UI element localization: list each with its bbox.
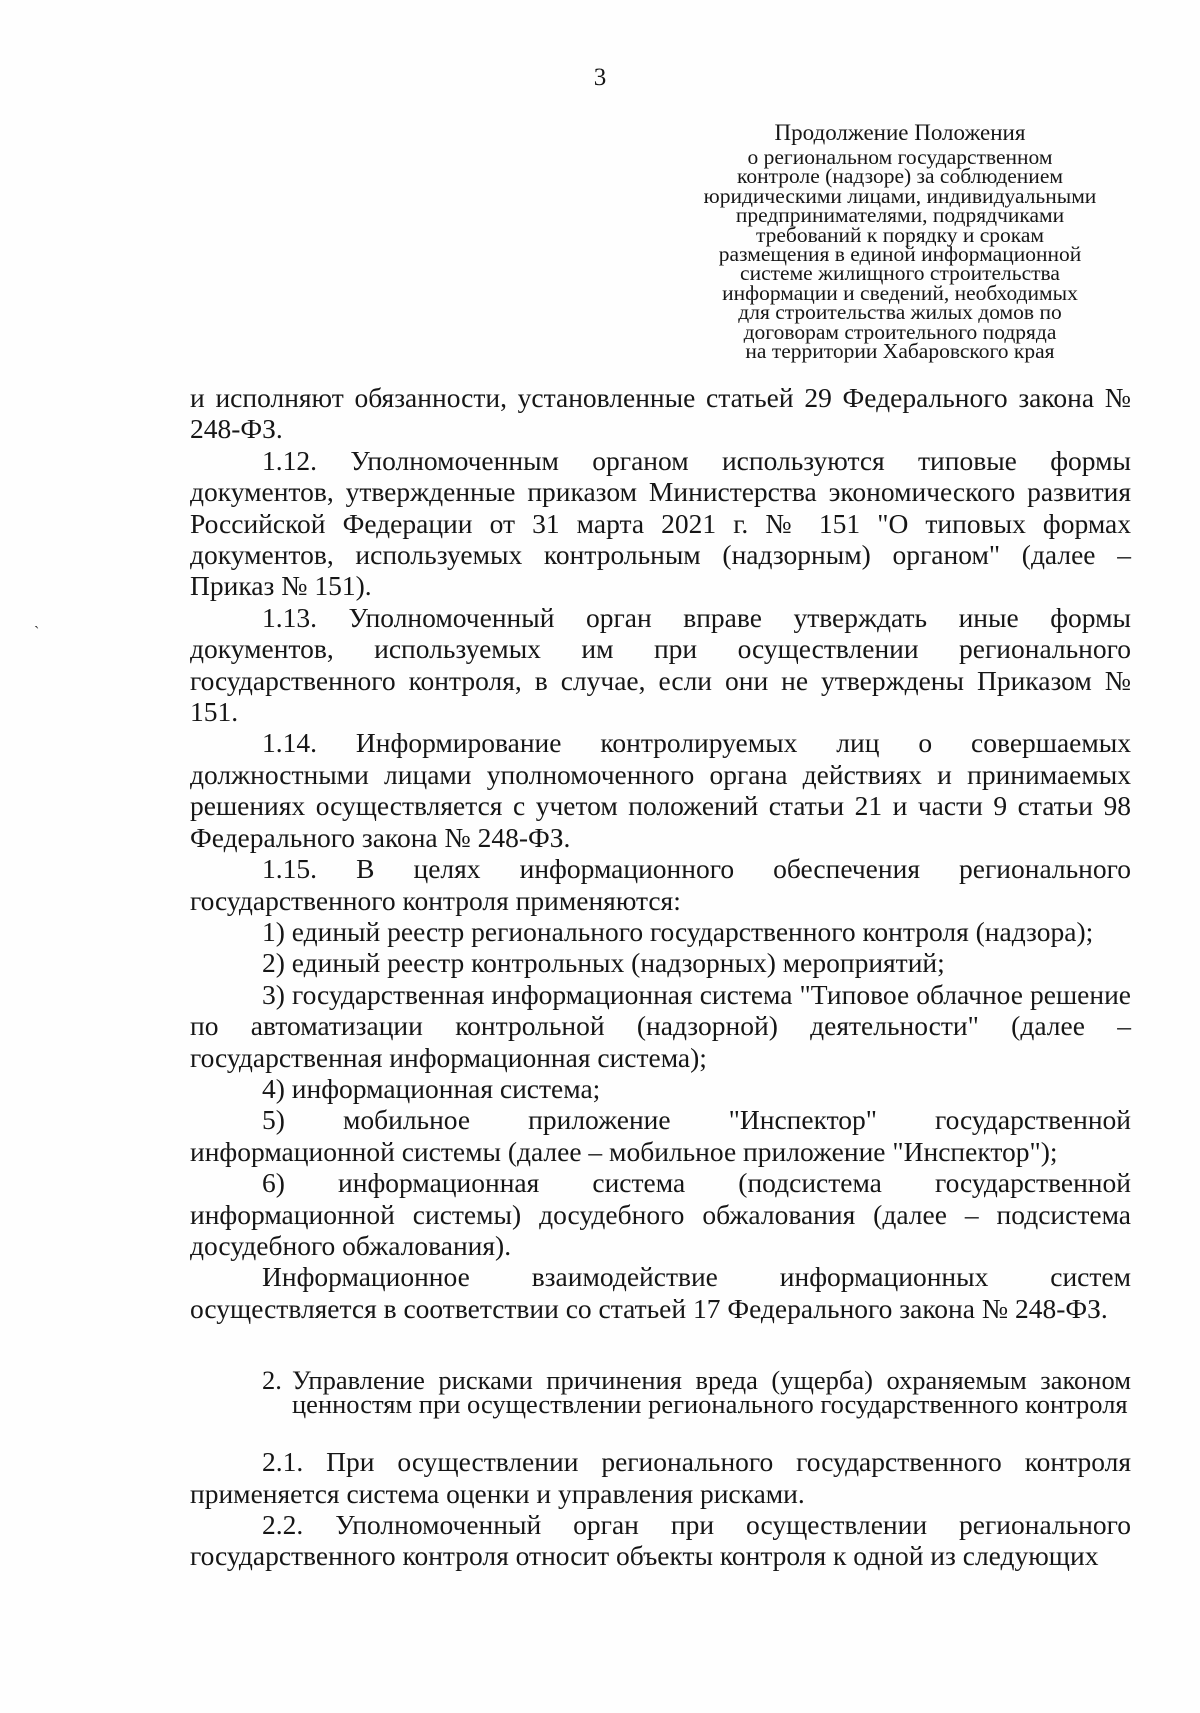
paragraph-interaction: Информационное взаимодействие информационных систем осуществляется в соответствии со статьей 17 Федерального закона № 248-ФЗ. [190,1261,1131,1324]
header-line: контроле (надзоре) за соблюдением [737,164,1063,189]
document-body [190,382,1131,1572]
paragraph-2-2: 2.2. Уполномоченный орган при осуществлении регионального государственного контроля относит объекты контроля к одной из следующих [190,1509,1131,1572]
header-block [665,120,1135,364]
paragraph-1-13: 1.13. Уполномоченный орган вправе утверждать иные формы документов, используемых им при осуществлении регионального государственного контроля, в случае, если они не утверждены Приказом № 151. [190,601,1131,728]
list-item-3: 3) государственная информационная система "Типовое облачное решение по автоматизации контрольной (надзорной) деятельности" (далее – государственная информационная система); [190,978,1131,1073]
list-item-5: 5) мобильное приложение "Инспектор" государственной информационной системы (далее – мобильное приложение "Инспектор"); [190,1104,1131,1167]
header-line: требований к порядку и срокам [755,222,1045,247]
paragraph-1-14: 1.14. Информирование контролируемых лиц о совершаемых должностными лицами уполномоченного органа действиях и принимаемых решениях осуществляется с учетом положений статьи 21 и части 9 статьи 98 Федерального закона № 248-ФЗ. [190,727,1131,853]
section-2-heading [190,1365,1131,1420]
header-line: размещения в единой информационной [718,242,1082,267]
header-title: Продолжение Положения [774,120,1026,145]
paragraph-2-1: 2.1. При осуществлении регионального государственного контроля применяется система оценки и управления рисками. [190,1446,1131,1509]
header-line: предпринимателями, подрядчиками [735,203,1065,228]
header-line: для строительства жилых домов по [738,300,1062,325]
header-line: договорам строительного подряда [743,319,1057,344]
list-item-2: 2) единый реестр контрольных (надзорных) мероприятий; [262,947,945,979]
paragraph-continuation: и исполняют обязанности, установленные статьей 29 Федерального закона № 248-ФЗ. [190,382,1131,445]
page-number: 3 [593,64,607,91]
list-item-1: 1) единый реестр регионального государственного контроля (надзора); [262,915,1094,947]
section-2-number: 2. [262,1365,282,1396]
paragraph-1-12: 1.12. Уполномоченным органом используются типовые формы документов, утвержденные приказом Министерства экономического развития Российской Федерации от 31 марта 2021 г. № 151 "О типовых формах документов, используемых контрольным (надзорным) органом" (далее – Приказ № 151). [190,444,1131,602]
stray-mark: ` [34,624,40,641]
header-line: юридическими лицами, индивидуальными [703,183,1097,208]
section-2-title: Управление рисками причинения вреда (ущерба) охраняемым законом ценностям при осуществлении регионального государственного контроля [292,1365,1131,1420]
paragraph-1-15: 1.15. В целях информационного обеспечения регионального государственного контроля применяются: [190,853,1131,916]
list-item-6: 6) информационная система (подсистема государственной информационной системы) досудебного обжалования (далее – подсистема досудебного обжалования). [190,1167,1131,1261]
header-line: о региональном государственном [747,145,1053,169]
header-line: системе жилищного строительства [740,261,1060,286]
header-line: на территории Хабаровского края [745,339,1055,364]
list-item-4: 4) информационная система; [262,1072,601,1104]
header-line: информации и сведений, необходимых [722,280,1078,305]
